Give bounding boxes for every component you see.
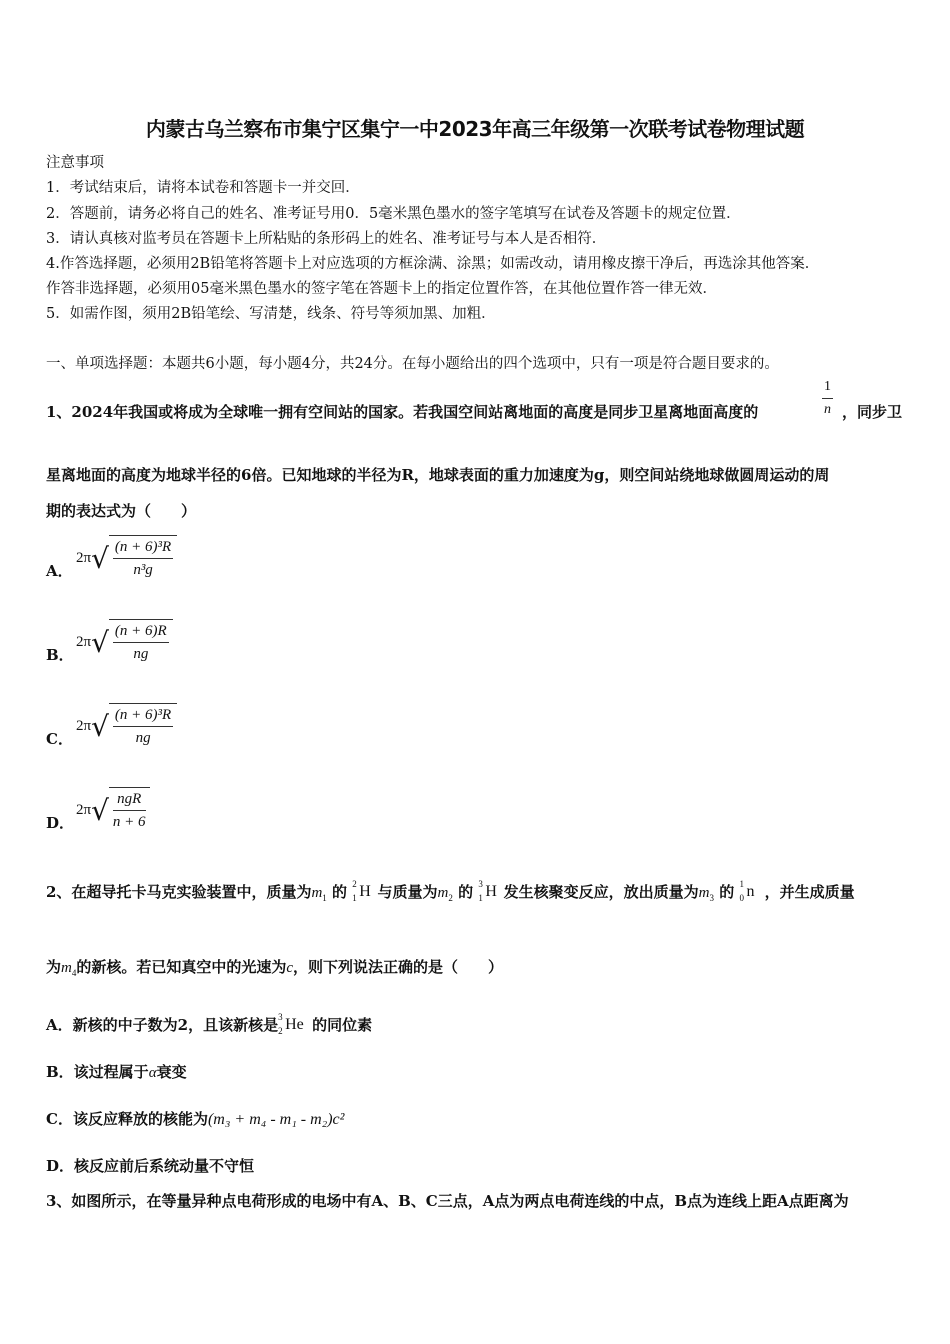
q1-option-c[interactable]: C． bbox=[46, 730, 73, 748]
note-line: 5．如需作图，须用2B铅笔绘、写清楚，线条、符号等须加黑、加粗． bbox=[46, 306, 496, 322]
nuclide-he3: 3 2 He bbox=[278, 1012, 304, 1036]
nuclide-h3: 3 1 H bbox=[478, 879, 497, 903]
q2-option-d[interactable]: D．核反应前后系统动量不守恒 bbox=[46, 1157, 255, 1175]
note-line: 3．请认真核对监考员在答题卡上所粘贴的条形码上的姓名、准考证号与本人是否相符． bbox=[46, 231, 607, 247]
q1-option-a[interactable]: A． bbox=[46, 562, 73, 580]
q2-line2: 为$m_4$的新核。若已知真空中的光速为c，则下列说法正确的是（ ） bbox=[46, 958, 504, 978]
section-heading: 一、单项选择题：本题共6小题，每小题4分，共24分。在每小题给出的四个选项中，只有一项是符合题目要求的。 bbox=[46, 356, 779, 372]
q1-option-c-formula: 2π√ $\frac{\text{(n + 6)³R}}{ng}$ bbox=[76, 703, 177, 749]
q1-line2: 星离地面的高度为地球半径的6倍。已知地球的半径为R，地球表面的重力加速度为g，则空间站绕地球做圆周运动的周 bbox=[46, 466, 830, 484]
q2-option-a[interactable]: A．新核的中子数为2，且该新核是 3 2 He 的同位素 bbox=[46, 1012, 373, 1036]
q1-line3: 期的表达式为（ ） bbox=[46, 502, 197, 520]
note-line: 作答非选择题，必须用05毫米黑色墨水的签字笔在答题卡上的指定位置作答，在其他位置作答一律无效． bbox=[46, 281, 717, 297]
q1-option-d-formula: 2π√ $\frac{\text{ngR}}{n + 6}$ bbox=[76, 787, 150, 833]
q1-line1: 1、2024年我国或将成为全球唯一拥有空间站的国家。若我国空间站离地面的高度是同步卫星离地面高度的 bbox=[46, 403, 759, 421]
q1-option-d[interactable]: D． bbox=[46, 814, 75, 832]
q1-line1-end: ，同步卫 bbox=[842, 403, 903, 421]
note-line: 2．答题前，请务必将自己的姓名、准考证号用0．5毫米黑色墨水的签字笔填写在试卷及答题卡的规定位置． bbox=[46, 206, 741, 222]
notes-heading: 注意事项 bbox=[46, 155, 104, 171]
q1-option-a-formula: 2π√ $\frac{\text{(n + 6)³R}}{\text{n³g}}$ bbox=[76, 535, 177, 581]
q1-option-b[interactable]: B． bbox=[46, 646, 74, 664]
page-title: 内蒙古乌兰察布市集宁区集宁一中2023年高三年级第一次联考试卷物理试题 bbox=[145, 117, 805, 141]
q3-line1: 3、如图所示，在等量异种点电荷形成的电场中有A、B、C三点，A点为两点电荷连线的中点，B点为连线上距A点距离为 bbox=[46, 1192, 849, 1210]
q1-fraction: $\frac{1}{n}$ bbox=[822, 376, 833, 421]
q1-option-b-formula: 2π√ $\frac{(n + 6)R}{ng}$ bbox=[76, 619, 173, 665]
q2-option-b[interactable]: B．该过程属于α衰变 bbox=[46, 1063, 187, 1081]
q2-line1: 2、在超导托卡马克实验装置中，质量为$m_1$ 的 2 1 H 与质量为$m_2$ 的 3 1 H 发生核聚变反应，放出质量为$m_3$ 的 1 0 n ，并生成质量 bbox=[46, 879, 855, 903]
q2-option-c[interactable]: C．该反应释放的核能为(m₃ + m₄ - m₁ - m₂)c² bbox=[46, 1110, 345, 1128]
note-line: 1．考试结束后，请将本试卷和答题卡一并交回． bbox=[46, 180, 360, 196]
note-line: 4.作答选择题，必须用2B铅笔将答题卡上对应选项的方框涂满、涂黑；如需改动，请用橡皮擦干净后，再选涂其他答案． bbox=[46, 256, 820, 272]
nuclide-neutron: 1 0 n bbox=[739, 879, 755, 903]
nuclide-h2: 2 1 H bbox=[352, 879, 371, 903]
